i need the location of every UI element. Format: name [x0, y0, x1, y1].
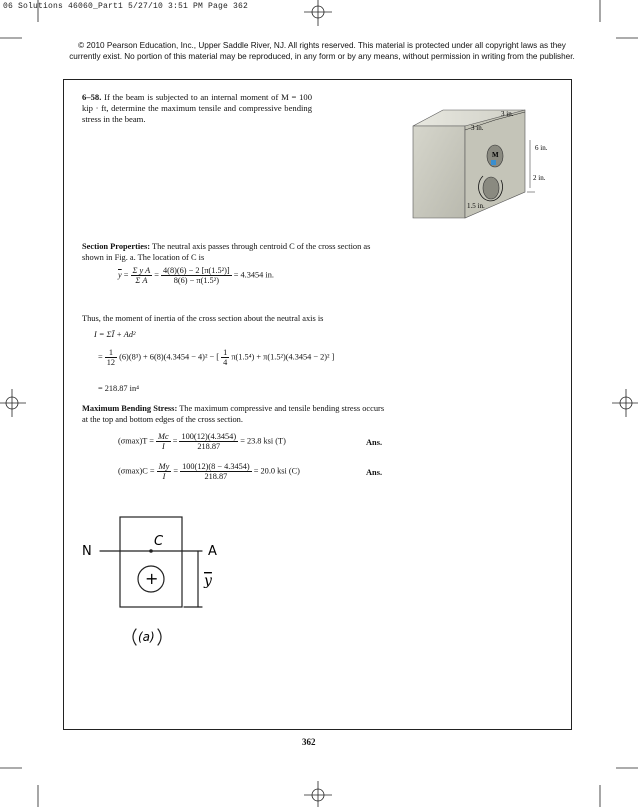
sketch-caption: (a)	[138, 630, 155, 644]
compressive-values	[180, 462, 252, 481]
inertia-term-2: π(1.5⁴) + π(1.5²)(4.3454 − 2)²	[231, 352, 330, 362]
problem-statement	[82, 92, 312, 125]
inertia-frac-12-den: 12	[106, 358, 116, 367]
inertia-frac-4	[221, 348, 229, 367]
tensile-formula-den: I	[161, 442, 165, 451]
inertia-frac-12	[105, 348, 117, 367]
max-stress-heading: Maximum Bending Stress:	[82, 404, 178, 413]
tensile-result: = 23.8 ksi (T)	[240, 436, 286, 446]
sketch-label-c: C	[154, 534, 164, 549]
compressive-formula-den: I	[162, 472, 166, 481]
inertia-definition: I = ΣĪ + Ad²	[94, 330, 136, 339]
compressive-ans: Ans.	[366, 468, 383, 477]
compressive-stress-equation: (σmax)C = $\frac{My}{I}$ = $\frac{100(12)(8 - 4.3454)}{218.87}$ = 20.0 ksi (C)	[118, 462, 300, 481]
dim-3in-top: 3 in.	[501, 110, 514, 118]
compressive-result: = 20.0 ksi (C)	[253, 466, 300, 476]
sketch-label-ybar: y	[204, 573, 212, 589]
compressive-formula-num: My	[158, 462, 170, 471]
value-fraction	[161, 266, 232, 285]
section-properties-text: The neutral axis passes through centroid C of the cross section as shown in Fig. a. The location of C is	[82, 242, 371, 262]
sketch-label-n: N	[82, 544, 92, 559]
tensile-stress-equation: (σmax)T = $\frac{Mc}{I}$ = $\frac{100(12)(4.3454)}{218.87}$ = 23.8 ksi (T)	[118, 432, 286, 451]
inertia-expansion: = $\frac{1}{12}$ (6)(8³) + 6(8)(4.3454 − 4)² − [ $\frac{1}{4}$ π(1.5⁴) + π(1.5²)(4.3454 − 2)² ]	[98, 348, 335, 367]
beam-figure	[395, 108, 570, 228]
max-stress-section	[82, 403, 392, 425]
ratio-fraction	[131, 266, 153, 285]
section-properties	[82, 241, 392, 263]
beam-side-face	[413, 126, 465, 218]
sketch-centroid-dot	[149, 549, 153, 553]
compressive-formula	[157, 462, 172, 481]
tensile-formula	[156, 432, 171, 451]
tensile-formula-num: Mc	[158, 432, 169, 441]
tensile-values-num: 100(12)(4.3454)	[181, 432, 237, 441]
compressive-values-den: 218.87	[204, 472, 228, 481]
max-stress-text: The maximum compressive and tensile bending stress occurs at the top and bottom edges of the cross section.	[82, 404, 385, 424]
ybar-symbol: $\overline{y}$	[118, 270, 122, 280]
inertia-result: = 218.87 in⁴	[98, 384, 139, 393]
moment-label: M	[492, 151, 499, 159]
sketch-label-a: A	[208, 544, 217, 559]
dim-6in: 6 in.	[535, 144, 548, 152]
section-properties-heading: Section Properties:	[82, 242, 150, 251]
moment-marker	[491, 160, 496, 165]
copyright-notice: © 2010 Pearson Education, Inc., Upper Saddle River, NJ. All rights reserved. This material is protected under all copyright laws as they currently exist. No portion of this material may be reproduced, in any form or by any means, without permission in writing from the publisher.	[69, 41, 575, 61]
dim-2in: 2 in.	[533, 174, 546, 182]
value-numerator: 4(8)(6) − 2 [π(1.5²)]	[163, 266, 230, 275]
tensile-values	[179, 432, 238, 451]
hole-bottom	[483, 177, 499, 199]
inertia-intro: Thus, the moment of inertia of the cross section about the neutral axis is	[82, 314, 324, 323]
compressive-values-num: 100(12)(8 − 4.3454)	[182, 462, 250, 471]
ratio-denominator: Σ A	[135, 276, 148, 285]
page-number: 362	[302, 737, 316, 747]
print-slug: 06 Solutions 46060_Part1 5/27/10 3:51 PM Page 362	[3, 2, 249, 11]
sketch-rectangle	[120, 517, 182, 607]
inertia-frac-12-num: 1	[105, 348, 117, 358]
centroid-equation: $\overline{y}$ = $\frac{\text{Σ y A}}{\text{Σ A}}$ = $\frac{\text{4(8)(6) − 2 [π(1.5²)]}}{\text{8(6) − π(1.5²)}}$ = 4.3454 in.	[118, 266, 274, 285]
inertia-term-1: (6)(8³) + 6(8)(4.3454 − 4)² −	[119, 352, 215, 362]
inertia-frac-4-den: 4	[223, 358, 228, 367]
centroid-result: = 4.3454 in.	[233, 270, 274, 280]
tensile-values-den: 218.87	[197, 442, 221, 451]
problem-number: 6–58.	[82, 92, 102, 102]
tensile-lhs: (σmax)T =	[118, 436, 154, 446]
problem-text: If the beam is subjected to an internal moment of M = 100 kip · ft, determine the maximum tensile and compressive bending stress in the beam.	[82, 92, 312, 124]
cross-section-sketch	[80, 505, 240, 655]
dim-15in: 1.5 in.	[467, 202, 485, 210]
value-denominator: 8(6) − π(1.5²)	[173, 276, 219, 285]
tensile-ans: Ans.	[366, 438, 383, 447]
inertia-frac-4-num: 1	[223, 348, 228, 357]
compressive-lhs: (σmax)C =	[118, 466, 155, 476]
ratio-numerator: Σ y A	[132, 266, 151, 275]
sketch-plus: +	[145, 569, 159, 588]
dim-3in-left: 3 in.	[471, 124, 484, 132]
